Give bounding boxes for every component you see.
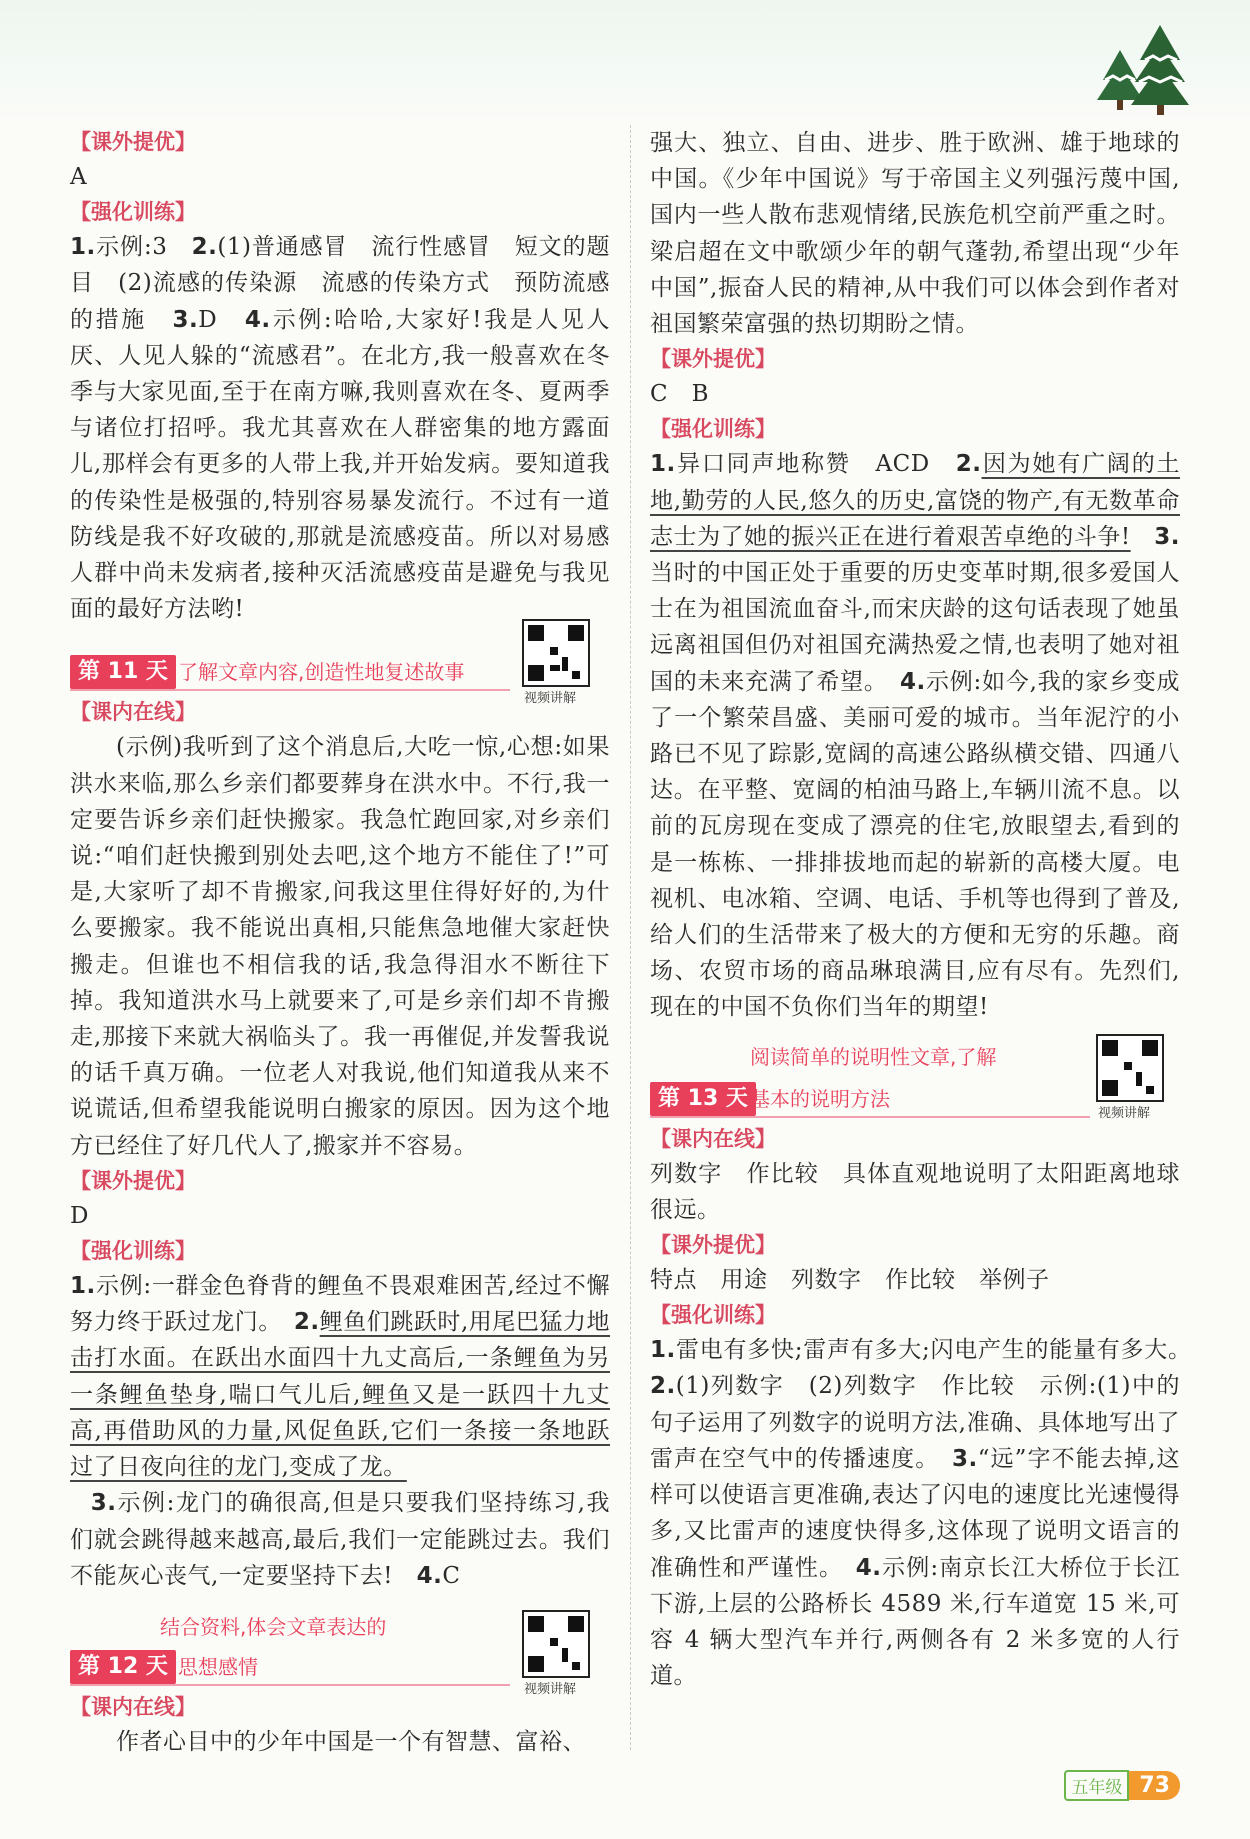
qr-label: 视频讲解 (524, 691, 577, 707)
day-badge: 第 13 天 (650, 1082, 756, 1116)
answer-block: 强大、独立、自由、进步、胜于欧洲、雄于地球的中国。《少年中国说》写于帝国主义列强污蔑中国,国内一些人散布悲观情绪,民族危机空前严重之时。梁启超在文中歌颂少年的朝气蓬勃,希望出现“少年中国”,振奋人民的精神,从中我们可以体会到作者对祖国繁荣富强的热切期盼之情。 (650, 130, 1180, 338)
page-footer (1064, 1770, 1180, 1801)
answer-block: 1.示例:3 2.(1)普通感冒 流行性感冒 短文的题目 (2)流感的传染源 流感的传染方式 预防流感的措施 3.D 4.示例:哈哈,大家好!我是人见人厌、人见人躲的“流感君”。在北方,我一般喜欢在冬季与大家见面,至于在南方嘛,我则喜欢在冬、夏两季与诸位打招呼。我尤其喜欢在人群密集的地方露面儿,那样会有更多的人带上我,并开始发病。要知道我的传染性是极强的,特别容易暴发流行。不过有一道防线是我不好攻破的,那就是流感疫苗。所以对易感人群中尚未发病者,接种灭活流感疫苗是避免与我见面的最好方法哟! (70, 234, 610, 623)
header-band (0, 0, 1250, 120)
answer-block: 1.雷电有多快;雷声有多大;闪电产生的能量有多大。 2.(1)列数字 (2)列数字 作比较 示例:(1)中的句子运用了列数字的说明方法,准确、具体地写出了雷声在空气中的传播速度。 3.“远”字不能去掉,这样可以使语言更准确,表达了闪电的速度比光速慢得多,又比雷声的速度快得多,这体现了说明文语言的准确性和严谨性。 4.示例:南京长江大桥位于长江下游,上层的公路桥长 4589 米,行车道宽 15 米,可容 4 辆大型汽车并行,两侧各有 2 米多宽的人行道。 (650, 1337, 1204, 1690)
day-11-header (70, 635, 610, 707)
answer: C B (650, 381, 709, 408)
day-badge: 第 11 天 (70, 655, 176, 689)
left-column (70, 125, 610, 1760)
day-title: 思想感情 (178, 1654, 258, 1679)
day-underline (650, 1116, 1090, 1118)
answer-block: 作者心目中的少年中国是一个有智慧、富裕、 (116, 1728, 586, 1755)
section-tag: 【课内在线】 (70, 700, 196, 725)
answer: D (70, 1202, 89, 1229)
pine-trees-icon (1085, 20, 1195, 115)
answer-block: (示例)我听到了这个消息后,大吃一惊,心想:如果洪水来临,那么乡亲们都要葬身在洪水中。不行,我一定要告诉乡亲们赶快搬家。我急忙跑回家,对乡亲们说:“咱们赶快搬到别处去吧,这个地方不能住了!”可是,大家听了却不肯搬家,问我这里住得好好的,为什么要搬家。我不能说出真相,只能焦急地催大家赶快搬走。但谁也不相信我的话,我急得泪水不断往下掉。我知道洪水马上就要来了,可是乡亲们却不肯搬走,那接下来就大祸临头了。我一再催促,并发誓我说的话千真万确。一位老人对我说,他们知道我从来不说谎话,但希望我能说明白搬家的原因。因为这个地方已经住了好几代人了,搬家并不容易。 (70, 734, 610, 1159)
day-underline (70, 1684, 510, 1686)
section-tag: 【强化训练】 (70, 200, 196, 225)
section-tag: 【课内在线】 (70, 1694, 196, 1719)
section-tag: 【强化训练】 (70, 1239, 196, 1264)
answer-block: 1.示例:一群金色脊背的鲤鱼不畏艰难困苦,经过不懈努力终于跃过龙门。 2.鲤鱼们跳跃时,用尾巴猛力地击打水面。在跃出水面四十九丈高后,一条鲤鱼为另一条鲤鱼垫身,喘口气儿后,鲤鱼又是一跃四十九丈高,再借助风的力量,风促鱼跃,它们一条接一条地跃过了日夜向往的龙门,变成了龙。 3.示例:龙门的确很高,但是只要我们坚持练习,我们就会跳得越来越高,最后,我们一定能跳过去。我们不能灰心丧气,一定要坚持下去! 4.C (70, 1273, 611, 1589)
day-title: 了解文章内容,创造性地复述故事 (178, 660, 465, 685)
qr-code-icon[interactable] (522, 1610, 590, 1678)
answer: 列数字 作比较 具体直观地说明了太阳距离地球很远。 (650, 1160, 1180, 1223)
day-title: 结合资料,体会文章表达的 (160, 1614, 387, 1639)
section-tag: 【课外提优】 (650, 1233, 776, 1258)
qr-label: 视频讲解 (524, 1681, 577, 1697)
column-divider (630, 125, 631, 1750)
section-tag: 【课内在线】 (650, 1126, 776, 1151)
right-column (650, 125, 1204, 1694)
day-12-header (70, 1602, 610, 1697)
day-title: 基本的说明方法 (750, 1086, 890, 1111)
answer: A (70, 164, 88, 190)
section-tag: 【强化训练】 (650, 417, 776, 442)
day-badge: 第 12 天 (70, 1650, 176, 1684)
grade-label: 五年级 (1064, 1770, 1129, 1801)
section-tag: 【课外提优】 (70, 1168, 196, 1193)
day-title: 阅读简单的说明性文章,了解 (750, 1044, 997, 1069)
section-tag: 【课外提优】 (650, 347, 776, 372)
day-13-header (650, 1034, 1180, 1122)
page-number: 73 (1129, 1771, 1180, 1800)
qr-label: 视频讲解 (1098, 1105, 1151, 1121)
answer: 特点 用途 列数字 作比较 举例子 (650, 1267, 1050, 1294)
day-underline (70, 689, 510, 691)
qr-code-icon[interactable] (522, 619, 590, 687)
qr-code-icon[interactable] (1096, 1034, 1164, 1102)
answer-block: 1.异口同声地称赞 ACD 2.因为她有广阔的土地,勤劳的人民,悠久的历史,富饶的物产,有无数革命志士为了她的振兴正在进行着艰苦卓绝的斗争! 3.当时的中国正处于重要的历史变革时期,很多爱国人士在为祖国流血奋斗,而宋庆龄的这句话表现了她虽远离祖国但仍对祖国充满热爱之情,也表明了她对祖国的未来充满了希望。 4.示例:如今,我的家乡变成了一个繁荣昌盛、美丽可爱的城市。当年泥泞的小路已不见了踪影,宽阔的高速公路纵横交错、四通八达。在平整、宽阔的柏油马路上,车辆川流不息。以前的瓦房现在变成了漂亮的住宅,放眼望去,看到的是一栋栋、一排排拔地而起的崭新的高楼大厦。电视机、电冰箱、空调、电话、手机等也得到了普及,给人们的生活带来了极大的方便和无穷的乐趣。商场、农贸市场的商品琳琅满目,应有尽有。先烈们,现在的中国不负你们当年的期望! (650, 451, 1181, 1021)
section-tag: 【课外提优】 (70, 130, 196, 154)
section-tag: 【强化训练】 (650, 1303, 776, 1328)
